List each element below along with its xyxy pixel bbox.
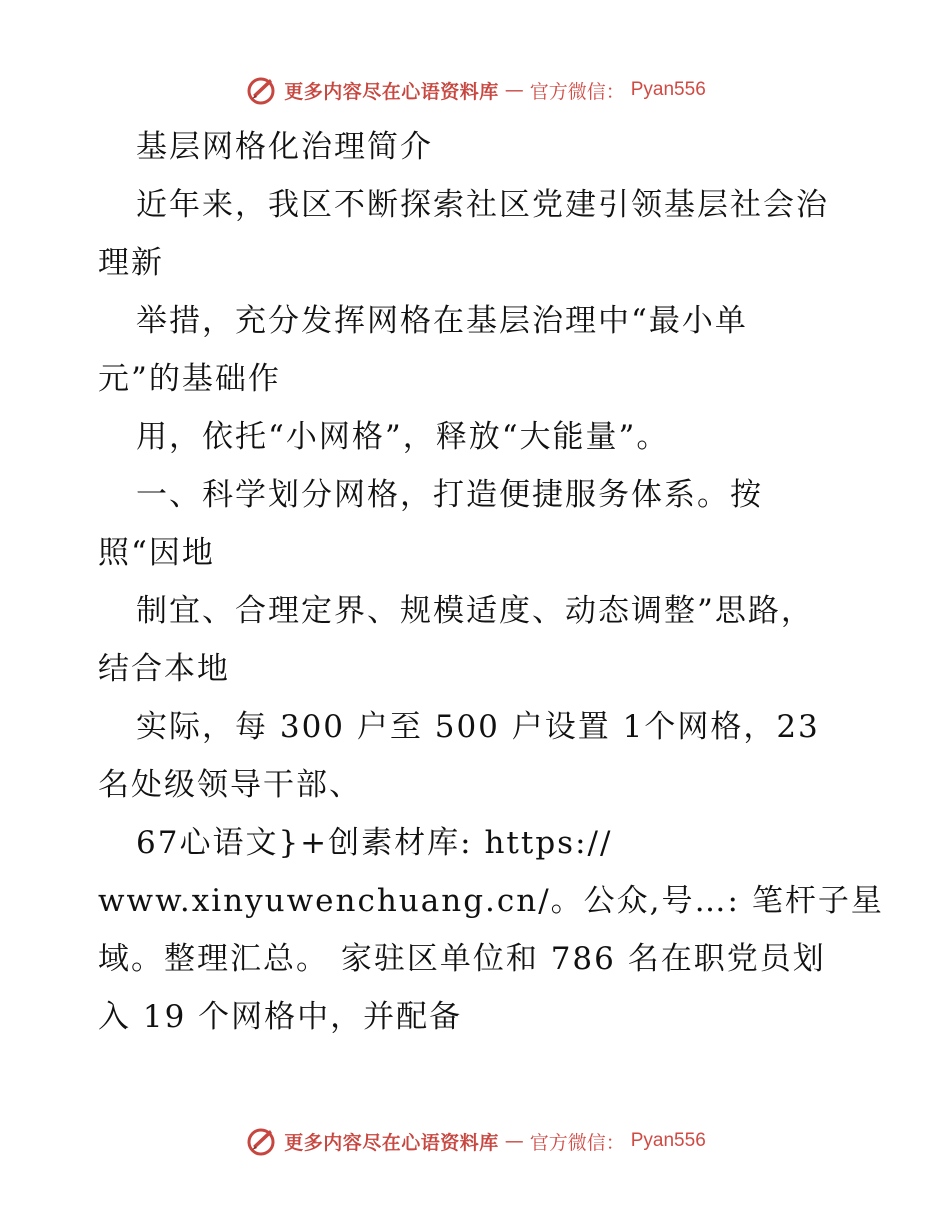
paragraph-line: 67心语文}+创素材库: https:// [136, 825, 613, 861]
quill-logo-icon [244, 1124, 278, 1158]
paragraph-line: 近年来，我区不断探索社区党建引领基层社会治 [136, 187, 829, 223]
banner-wechat-label: 官方微信： [529, 1131, 625, 1154]
document-title: 基层网格化治理简介 [136, 129, 433, 165]
paragraph-line: 结合本地 [98, 651, 230, 687]
paragraph-line: 实际，每 300 户至 500 户设置 1个网格，23 [136, 709, 820, 745]
banner-main-text: 更多内容尽在心语资料库 [284, 1131, 499, 1154]
document-body [98, 118, 884, 1046]
header-banner [0, 70, 950, 110]
banner-wechat-id: Pyan556 [630, 79, 706, 100]
paragraph-line: 元”的基础作 [98, 361, 281, 397]
paragraph-line: 用，依托“小网格”，释放“大能量”。 [136, 419, 670, 455]
paragraph-line: 举措，充分发挥网格在基层治理中“最小单 [136, 303, 748, 339]
paragraph-line: 制宜、合理定界、规模适度、动态调整”思路， [136, 593, 814, 629]
banner-wechat-id: Pyan556 [630, 1130, 706, 1151]
paragraph-line: 入 19 个网格中，并配备 [98, 999, 463, 1035]
paragraph-line: 名处级领导干部、 [98, 767, 362, 803]
banner-wechat-label: 官方微信： [529, 80, 625, 103]
quill-logo-icon [244, 73, 278, 107]
paragraph-line: www.xinyuwenchuang.cn/。公众,号…: 笔杆子星 [98, 883, 884, 919]
paragraph-line: 域。整理汇总。 家驻区单位和 786 名在职党员划 [98, 941, 826, 977]
paragraph-line: 照“因地 [98, 535, 215, 571]
banner-separator: — [504, 79, 524, 101]
footer-banner [0, 1121, 950, 1161]
section-heading-line: 一、科学划分网格，打造便捷服务体系。按 [136, 477, 763, 513]
paragraph-line: 理新 [98, 245, 164, 281]
banner-main-text: 更多内容尽在心语资料库 [284, 80, 499, 103]
banner-separator: — [504, 1130, 524, 1152]
